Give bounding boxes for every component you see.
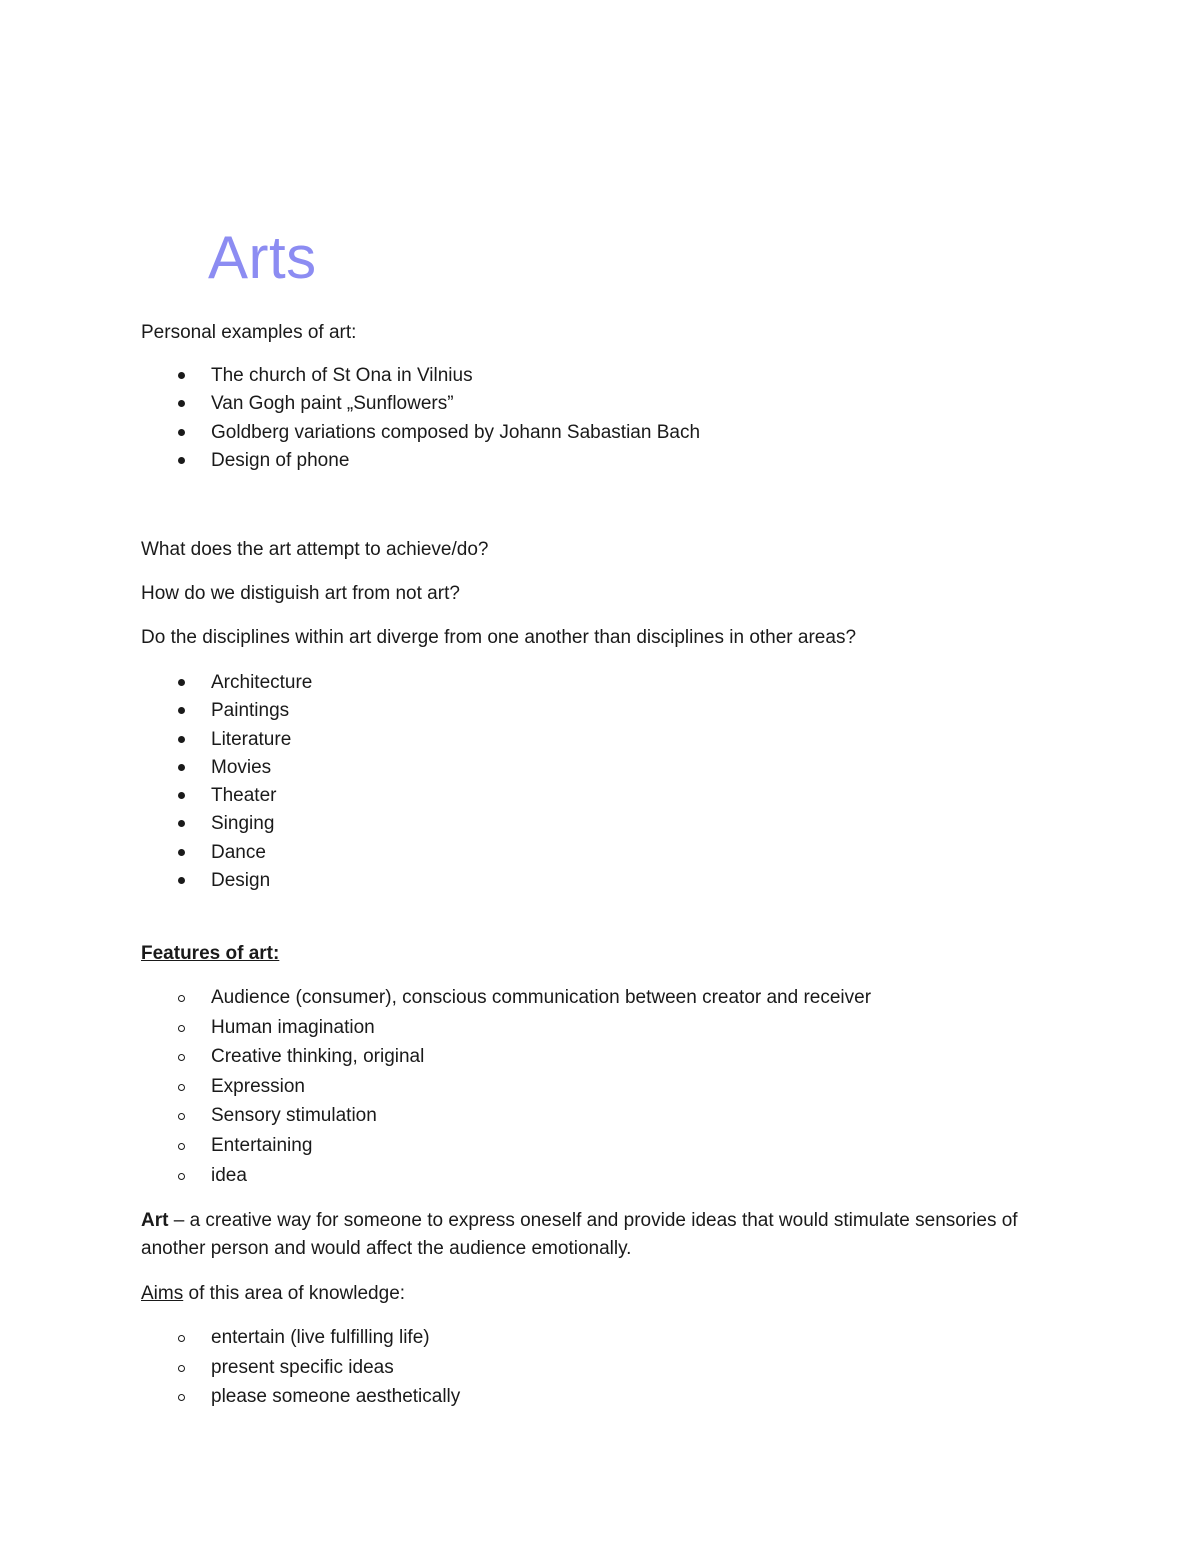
art-definition: [141, 1207, 1061, 1263]
bullet-icon: [173, 869, 189, 884]
circle-bullet-icon: [173, 1104, 189, 1120]
circle-bullet-icon: [173, 1356, 189, 1372]
question-text: How do we distiguish art from not art?: [141, 583, 460, 604]
circle-bullet-icon: [173, 1016, 189, 1032]
features-heading: Features of art:: [141, 943, 280, 964]
circle-bullet-icon: [173, 1045, 189, 1061]
question-text: Do the disciplines within art diverge from one another than disciplines in other areas?: [141, 627, 857, 648]
page-title: Arts: [208, 224, 317, 291]
definition-term: Art: [141, 1210, 169, 1231]
circle-bullet-icon: [173, 1164, 189, 1180]
question-text: What does the art attempt to achieve/do?: [141, 539, 489, 560]
bullet-icon: [173, 756, 189, 771]
definition-text: – a creative way for someone to express oneself and provide ideas that would stimulate sensories of another person and would affect the audience emotionally.: [141, 1210, 1018, 1259]
aims-heading: [141, 1282, 405, 1306]
aims-label: Aims: [141, 1283, 184, 1304]
circle-bullet-icon: [173, 1385, 189, 1401]
bullet-icon: [173, 699, 189, 714]
circle-bullet-icon: [173, 1075, 189, 1091]
circle-bullet-icon: [173, 1326, 189, 1342]
bullet-icon: [173, 812, 189, 827]
bullet-icon: [173, 841, 189, 856]
bullet-icon: [173, 671, 189, 686]
bullet-icon: [173, 392, 189, 407]
bullet-icon: [173, 784, 189, 799]
intro-text: Personal examples of art:: [141, 322, 357, 343]
bullet-icon: [173, 449, 189, 464]
aims-rest: of this area of knowledge:: [183, 1283, 406, 1304]
document-page: Arts Personal examples of art: The church of St Ona in Vilnius Van Gogh paint „Sunflowers” Goldberg variations composed by Johann Sabastian Bach Design of phone What does the art attempt to achieve/do? How do we distiguish art from not art? Do the disciplines within art diverge from one another than disciplines in other areas? Architecture Paintings Literature Movies Theater Singing Dance Design Features of art: Audience (consumer), conscious communication between creator and receiver Human imagination Creative thinking, original Expression Sensory stimulation Entertaining idea Art – a creative way for someone to express oneself and provide ideas that would stimulate sensories of another person and would affect the audience emotionally. Aims of this area of knowledge: entertain (live fulfilling life) present specific ideas please someone aesthetically: [0, 0, 1200, 1553]
circle-bullet-icon: [173, 1134, 189, 1150]
bullet-icon: [173, 421, 189, 436]
bullet-icon: [173, 364, 189, 379]
bullet-icon: [173, 728, 189, 743]
circle-bullet-icon: [173, 986, 189, 1002]
